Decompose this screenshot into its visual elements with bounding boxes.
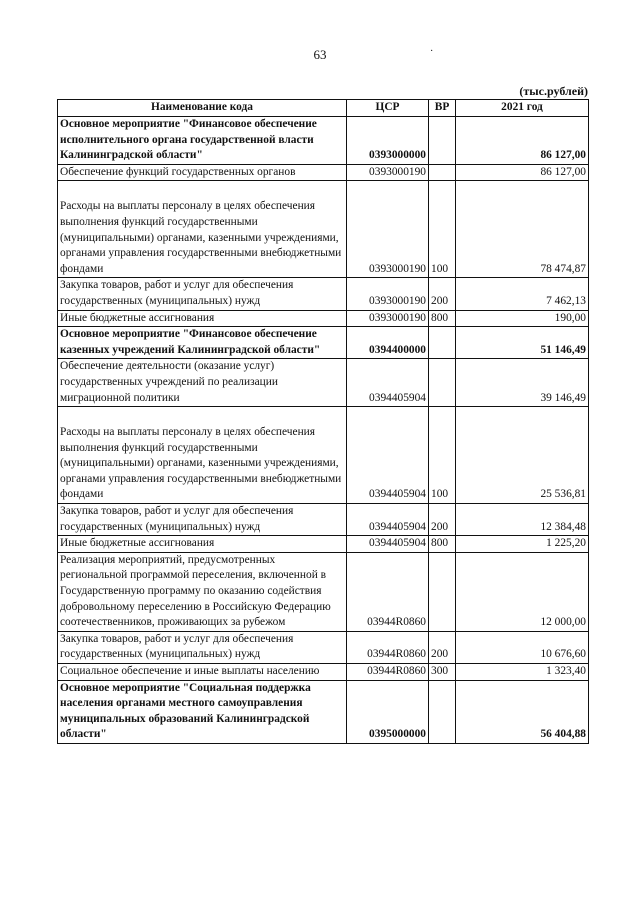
row-amount [456, 327, 589, 359]
row-csr-code-text: 03944R0860 [367, 616, 426, 629]
row-vr-code [429, 181, 456, 278]
row-name [58, 359, 347, 407]
row-vr-code [429, 359, 456, 407]
row-name [58, 181, 347, 278]
row-vr-code-text: 100 [431, 488, 449, 501]
table-row [58, 536, 589, 553]
row-vr-code-text: 100 [431, 262, 449, 275]
row-amount [456, 359, 589, 407]
row-csr-code [347, 664, 429, 681]
row-name-text: Закупка товаров, работ и услуг для обеспечения государственных (муниципальных) нужд [60, 632, 294, 661]
row-amount [456, 310, 589, 327]
row-name-text: Иные бюджетные ассигнования [60, 537, 215, 550]
row-csr-code-text: 0394405904 [369, 537, 426, 550]
row-name-text: Закупка товаров, работ и услуг для обеспечения государственных (муниципальных) нужд [60, 505, 294, 533]
row-vr-code [429, 407, 456, 504]
scan-dot: · [430, 46, 434, 57]
row-amount-text: 51 146,49 [540, 343, 586, 356]
row-name-text: Основное мероприятие "Социальная поддержка населения органами местного самоуправления муниципальных образований Калининградской области" [60, 681, 311, 741]
row-name-text: Основное мероприятие "Финансовое обеспечение исполнительного органа государственной власти Калининградской области" [60, 118, 317, 162]
table-row [58, 407, 589, 504]
row-csr-code [347, 504, 429, 536]
row-vr-code [429, 504, 456, 536]
row-amount [456, 552, 589, 631]
row-name-text: Основное мероприятие "Финансовое обеспечение казенных учреждений Калининградской области" [60, 328, 321, 356]
row-amount-text: 39 146,49 [540, 391, 586, 404]
row-name [58, 310, 347, 327]
row-name [58, 504, 347, 536]
cell-spacer [60, 181, 344, 199]
row-vr-code-text: 800 [431, 537, 449, 550]
row-csr-code-text: 03944R0860 [367, 665, 426, 677]
row-name [58, 407, 347, 504]
row-vr-code [429, 117, 456, 165]
row-name-text: Социальное обеспечение и иные выплаты населению [60, 665, 320, 677]
row-csr-code-text: 0393000190 [369, 165, 426, 178]
row-vr-code [429, 164, 456, 181]
units-label: (тыс.рублей) [519, 84, 588, 98]
row-amount [456, 631, 589, 663]
page-number: 63 [313, 47, 327, 62]
row-amount [456, 504, 589, 536]
table-row [58, 181, 589, 278]
table-row [58, 631, 589, 663]
row-amount-text: 25 536,81 [540, 488, 586, 501]
table-row [58, 327, 589, 359]
row-amount [456, 164, 589, 181]
row-csr-code-text: 0393000190 [369, 311, 426, 324]
row-vr-code [429, 310, 456, 327]
row-amount [456, 278, 589, 310]
row-amount-text: 1 323,40 [546, 665, 586, 677]
table-row [58, 164, 589, 181]
row-csr-code [347, 164, 429, 181]
row-csr-code-text: 0393000000 [369, 149, 426, 162]
row-amount-text: 86 127,00 [540, 165, 586, 178]
row-vr-code [429, 536, 456, 553]
row-name [58, 278, 347, 310]
row-name [58, 631, 347, 663]
table-row [58, 310, 589, 327]
row-csr-code [347, 310, 429, 327]
row-csr-code [347, 631, 429, 663]
header-vr: ВР [429, 100, 456, 117]
row-vr-code [429, 680, 456, 743]
row-name [58, 680, 347, 743]
table-header-row [58, 100, 589, 117]
row-csr-code-text: 0393000190 [369, 262, 426, 275]
row-name-text: Расходы на выплаты персоналу в целях обеспечения выполнения функций государственными (муниципальными) органами, казенными учреждениями, органами управления государственными внебюджетными фондами [60, 200, 342, 275]
header-csr: ЦСР [347, 100, 429, 117]
row-amount [456, 664, 589, 681]
row-amount-text: 78 474,87 [540, 262, 586, 275]
budget-table [57, 99, 589, 744]
table-row [58, 278, 589, 310]
row-vr-code [429, 664, 456, 681]
row-amount-text: 56 404,88 [540, 728, 586, 741]
row-amount-text: 1 225,20 [546, 537, 586, 550]
row-amount [456, 117, 589, 165]
table-row [58, 117, 589, 165]
row-vr-code [429, 552, 456, 631]
row-csr-code [347, 680, 429, 743]
row-vr-code [429, 278, 456, 310]
cell-spacer [60, 407, 344, 425]
row-amount-text: 190,00 [554, 311, 586, 324]
row-amount-text: 12 384,48 [540, 520, 586, 533]
row-csr-code [347, 552, 429, 631]
row-csr-code-text: 0395000000 [369, 728, 426, 741]
table-row [58, 359, 589, 407]
row-amount-text: 10 676,60 [540, 648, 586, 661]
row-csr-code [347, 407, 429, 504]
table-row [58, 664, 589, 681]
row-amount-text: 86 127,00 [540, 149, 586, 162]
row-name-text: Обеспечение функций государственных органов [60, 165, 296, 178]
row-amount [456, 181, 589, 278]
row-csr-code [347, 181, 429, 278]
row-csr-code [347, 327, 429, 359]
row-amount [456, 536, 589, 553]
row-amount [456, 407, 589, 504]
row-csr-code-text: 0394405904 [369, 488, 426, 501]
row-csr-code-text: 0393000190 [369, 294, 426, 307]
row-vr-code-text: 300 [431, 665, 449, 677]
row-name-text: Обеспечение деятельности (оказание услуг) государственных учреждений по реализации миграционной политики [60, 360, 278, 404]
row-csr-code-text: 0394405904 [369, 520, 426, 533]
table-row [58, 504, 589, 536]
row-name [58, 327, 347, 359]
row-vr-code [429, 631, 456, 663]
row-vr-code-text: 200 [431, 648, 449, 661]
row-name-text: Реализация мероприятий, предусмотренных региональной программой переселения, включенной в Государственную программу по оказанию содействия добровольному переселению в Российскую Федерацию соотечественников, проживающих за рубежом [60, 553, 331, 629]
row-csr-code [347, 536, 429, 553]
row-csr-code-text: 03944R0860 [367, 648, 426, 661]
table-row [58, 552, 589, 631]
row-csr-code [347, 359, 429, 407]
row-amount-text: 7 462,13 [546, 294, 586, 307]
row-amount-text: 12 000,00 [540, 616, 586, 629]
row-csr-code [347, 117, 429, 165]
row-name [58, 164, 347, 181]
header-name: Наименование кода [58, 100, 347, 117]
row-name [58, 664, 347, 681]
row-vr-code-text: 200 [431, 520, 449, 533]
row-vr-code-text: 200 [431, 294, 449, 307]
row-name-text: Расходы на выплаты персоналу в целях обеспечения выполнения функций государственными (муниципальными) органами, казенными учреждениями, органами управления государственными внебюджетными фондами [60, 426, 342, 501]
row-csr-code-text: 0394405904 [369, 391, 426, 404]
table-row [58, 680, 589, 743]
row-vr-code [429, 327, 456, 359]
row-csr-code-text: 0394400000 [369, 343, 426, 356]
row-name [58, 117, 347, 165]
row-name [58, 552, 347, 631]
row-name-text: Закупка товаров, работ и услуг для обеспечения государственных (муниципальных) нужд [60, 279, 294, 307]
row-name [58, 536, 347, 553]
row-amount [456, 680, 589, 743]
row-csr-code [347, 278, 429, 310]
header-year: 2021 год [456, 100, 589, 117]
row-name-text: Иные бюджетные ассигнования [60, 311, 215, 324]
row-vr-code-text: 800 [431, 311, 449, 324]
